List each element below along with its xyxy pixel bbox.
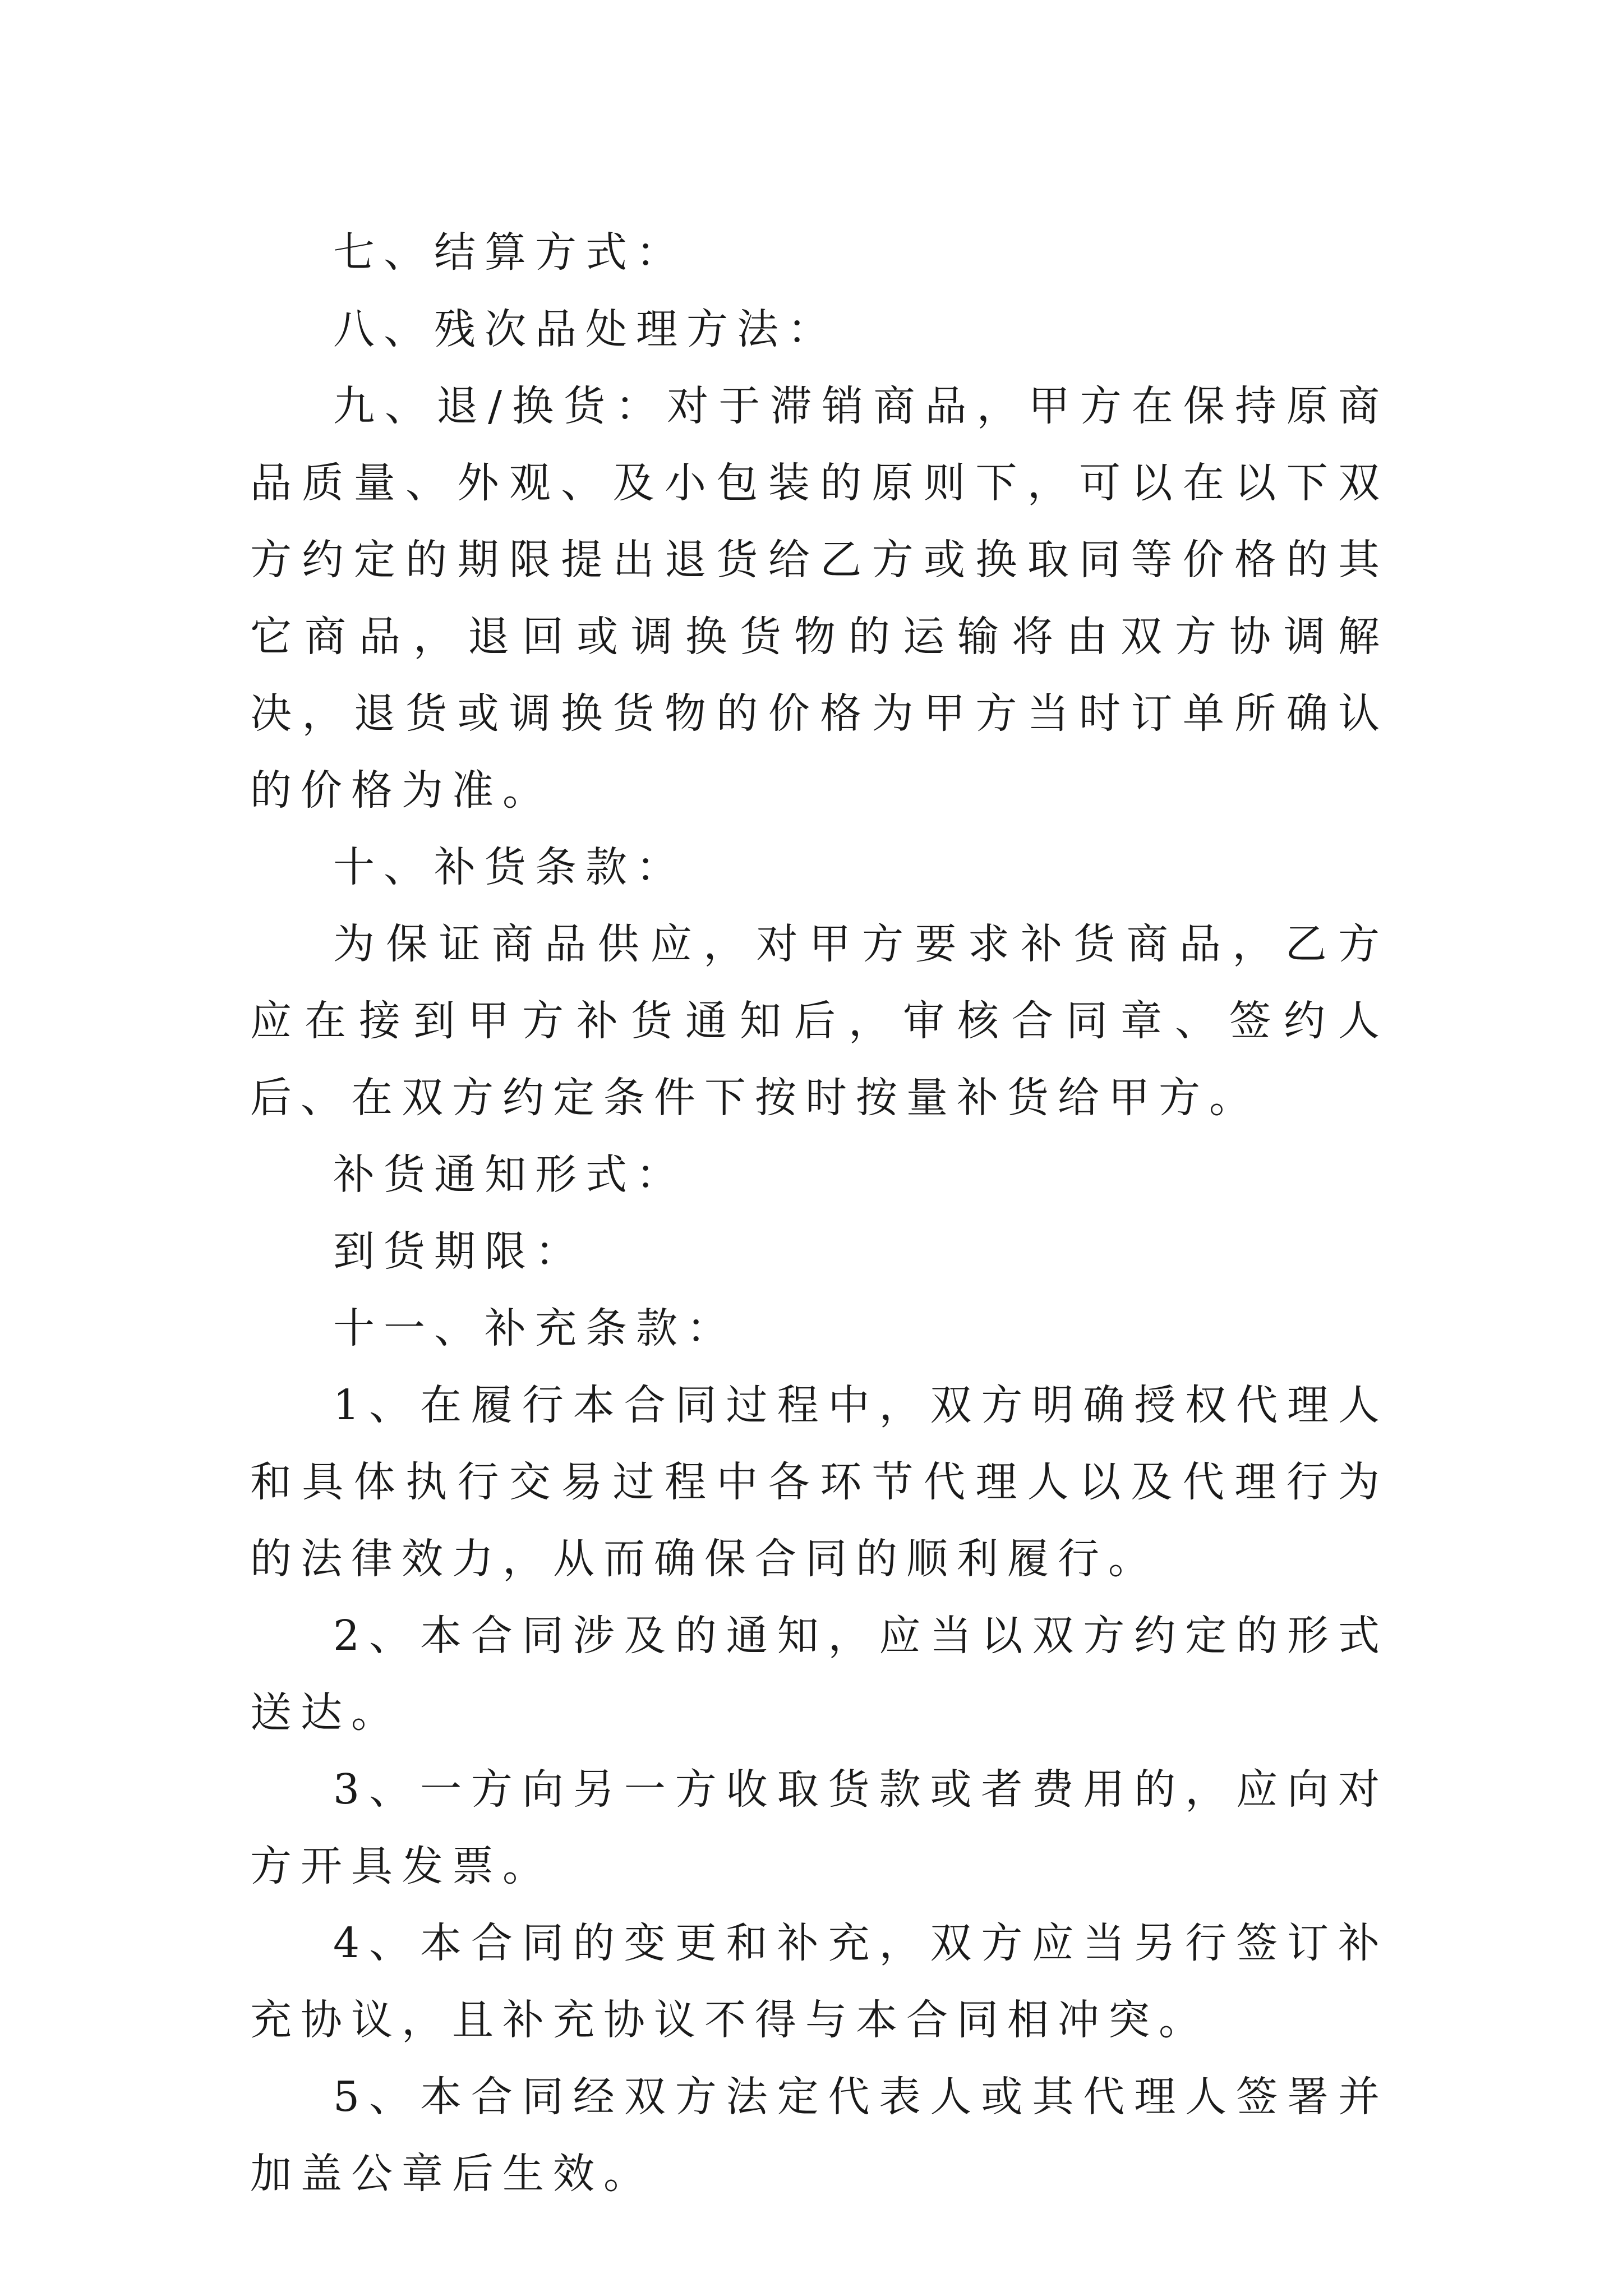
supplementary-item-5: 5、本合同经双方法定代表人或其代理人签署并加盖公章后生效。 <box>250 2073 1389 2198</box>
clause-settlement-method: 七、结算方式： <box>333 228 686 277</box>
supplementary-item-1: 1、在履行本合同过程中，双方明确授权代理人和具体执行交易过程中各环节代理人以及代理行为的法律效力，从而确保合同的顺利履行。 <box>250 1381 1389 1583</box>
clause-defective-goods: 八、残次品处理方法： <box>333 305 838 353</box>
replenishment-notice-form: 补货通知形式： <box>333 1151 686 1199</box>
delivery-deadline: 到货期限： <box>333 1227 585 1276</box>
document-body <box>250 214 1389 2212</box>
clause-return-exchange: 九、退/换货：对于滞销商品，甲方在保持原商品质量、外观、及小包装的原则下，可以在以下双方约定的期限提出退货给乙方或换取同等价格的其它商品，退回或调换货物的运输将由双方协调解决，退货或调换货物的价格为甲方当时订单所确认的价格为准。 <box>250 382 1389 815</box>
supplementary-item-2: 2、本合同涉及的通知，应当以双方约定的形式送达。 <box>250 1612 1389 1737</box>
supplementary-item-3: 3、一方向另一方收取货款或者费用的，应向对方开具发票。 <box>250 1765 1389 1890</box>
clause-replenishment-body: 为保证商品供应，对甲方要求补货商品，乙方应在接到甲方补货通知后，审核合同章、签约人后、在双方约定条件下按时按量补货给甲方。 <box>250 920 1389 1122</box>
supplementary-item-4: 4、本合同的变更和补充，双方应当另行签订补充协议，且补充协议不得与本合同相冲突。 <box>250 1919 1389 2044</box>
clause-supplementary-heading: 十一、补充条款： <box>333 1304 737 1352</box>
clause-replenishment-heading: 十、补货条款： <box>333 843 686 891</box>
